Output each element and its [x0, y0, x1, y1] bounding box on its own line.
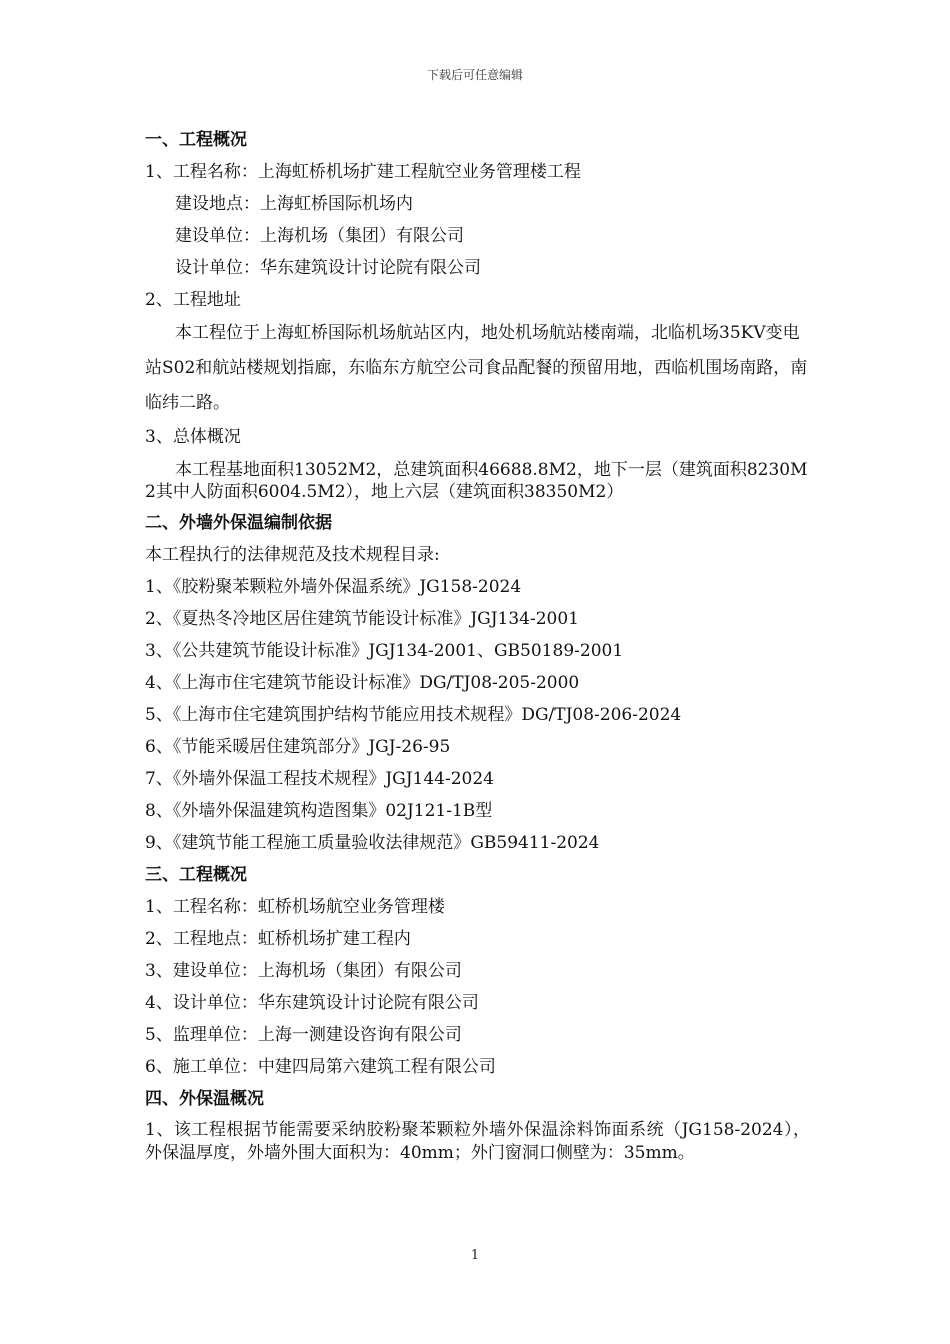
address-paragraph: 本工程位于上海虹桥国际机场航站区内，地处机场航站楼南端，北临机场35KV变电站S02和航站楼规划指廊，东临东方航空公司食品配餐的预留用地，西临机围场南路，南临纬二路。	[145, 323, 808, 413]
project-info-item: 5、监理单位：上海一测建设咨询有限公司	[145, 1025, 462, 1045]
project-name-line: 1、工程名称：上海虹桥机场扩建工程航空业务管理楼工程	[145, 162, 581, 182]
page-number: 1	[470, 1248, 480, 1263]
document-body	[145, 124, 810, 1165]
project-info-item: 2、工程地点：虹桥机场扩建工程内	[145, 929, 411, 949]
project-info-item: 1、工程名称：虹桥机场航空业务管理楼	[145, 897, 445, 917]
section-heading: 三、工程概况	[145, 865, 247, 885]
section-heading: 二、外墙外保温编制依据	[145, 513, 332, 533]
reference-item: 8、《外墙外保温建筑构造图集》02J121-1B型	[145, 801, 493, 821]
reference-item: 6、《节能采暖居住建筑部分》JGJ-26-95	[145, 737, 451, 757]
construction-site-line: 建设地点：上海虹桥国际机场内	[175, 194, 413, 214]
reference-item: 1、《胶粉聚苯颗粒外墙外保温系统》JG158-2024	[145, 577, 522, 597]
section-heading: 四、外保温概况	[145, 1089, 264, 1109]
reference-item: 7、《外墙外保温工程技术规程》JGJ144-2024	[145, 769, 494, 789]
reference-item: 5、《上海市住宅建筑围护结构节能应用技术规程》DG/TJ08-206-2024	[145, 705, 682, 725]
project-info-item: 6、施工单位：中建四局第六建筑工程有限公司	[145, 1057, 496, 1077]
project-info-item: 4、设计单位：华东建筑设计讨论院有限公司	[145, 993, 479, 1013]
header-note: 下载后可任意编辑	[426, 68, 523, 82]
reference-item: 3、《公共建筑节能设计标准》JGJ134-2001、GB50189-2001	[145, 641, 624, 661]
references-intro: 本工程执行的法律规范及技术规程目录:	[145, 545, 440, 565]
address-heading: 2、工程地址	[145, 290, 241, 310]
insulation-paragraph: 1、该工程根据节能需要采纳胶粉聚苯颗粒外墙外保温涂料饰面系统（JG158-2024），外保温厚度，外墙外围大面积为：40mm；外门窗洞口侧壁为：35mm。	[145, 1120, 810, 1163]
reference-item: 9、《建筑节能工程施工质量验收法律规范》GB59411-2024	[145, 833, 600, 853]
overview-heading: 3、总体概况	[145, 427, 241, 447]
owner-line: 建设单位：上海机场（集团）有限公司	[175, 226, 464, 246]
reference-item: 2、《夏热冬冷地区居住建筑节能设计标准》JGJ134-2001	[145, 609, 579, 629]
overview-paragraph: 本工程基地面积13052M2，总建筑面积46688.8M2，地下一层（建筑面积8230M2其中人防面积6004.5M2），地上六层（建筑面积38350M2）	[145, 460, 808, 502]
designer-line: 设计单位：华东建筑设计讨论院有限公司	[175, 258, 481, 278]
project-info-item: 3、建设单位：上海机场（集团）有限公司	[145, 961, 462, 981]
section-heading: 一、工程概况	[145, 130, 247, 150]
reference-item: 4、《上海市住宅建筑节能设计标准》DG/TJ08-205-2000	[145, 673, 580, 693]
